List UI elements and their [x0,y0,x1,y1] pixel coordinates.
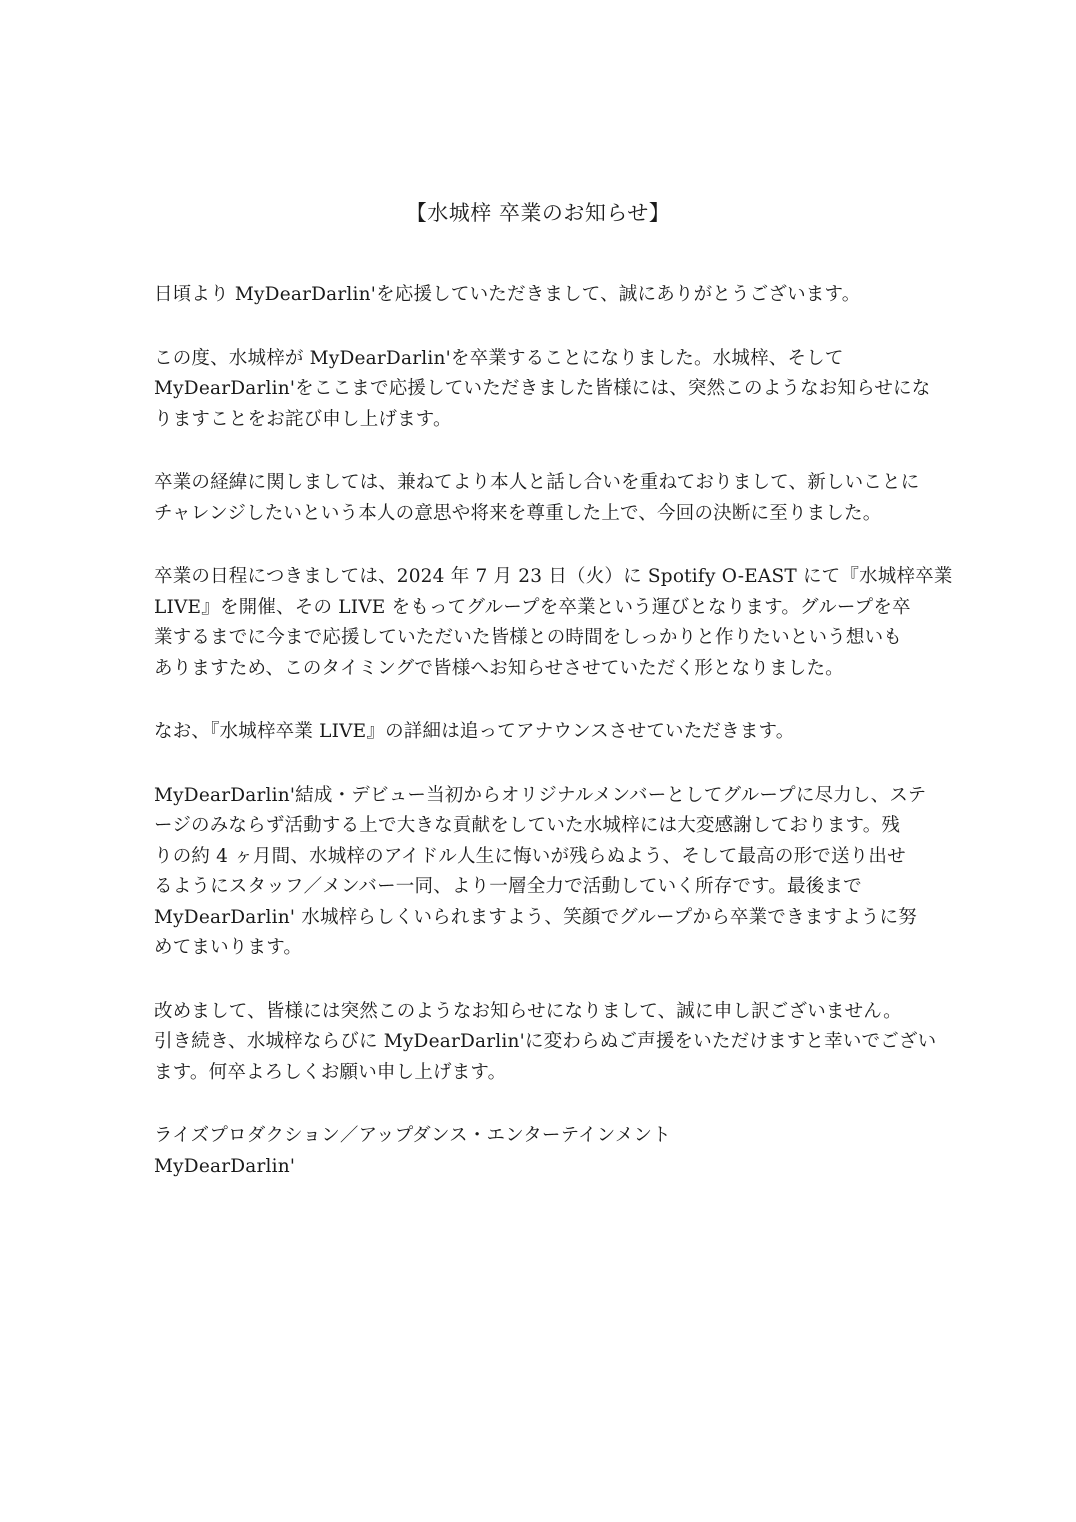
document-title: 【水城梓 卒業のお知らせ】 [405,201,671,225]
text-line: めてまいります。 [154,937,303,958]
text-line: ありますため、このタイミングで皆様へお知らせさせていただく形となりました。 [154,657,844,679]
paragraph-gratitude [154,781,934,964]
text-line: 業するまでに今まで応援していただいた皆様との時間をしっかりと作りたいという想いも [154,627,903,648]
text-line: 改めまして、皆様には突然このようなお知らせになりまして、誠に申し訳ございません。 [154,1000,902,1022]
text-line: MyDearDarlin'をここまで応援していただきました皆様には、突然このようなお知らせにな [154,378,931,399]
signature-group: MyDearDarlin' [154,1155,296,1177]
text-line: なお、『水城梓卒業 LIVE』の詳細は追ってアナウンスさせていただきます。 [154,721,795,742]
text-line: LIVE』を開催、その LIVE をもってグループを卒業という運びとなります。グループを卒 [154,596,911,618]
paragraph-announcement [154,344,934,436]
paragraph-greeting [154,280,934,311]
document-body [154,280,953,1182]
text-line: りますことをお詫び申し上げます。 [154,408,452,430]
signature-company: ライズプロダクション／アップダンス・エンターテインメント [154,1125,671,1146]
text-line: この度、水城梓が MyDearDarlin'を卒業することになりました。水城梓、そして [154,347,844,369]
text-line: MyDearDarlin' 水城梓らしくいられますよう、笑顔でグループから卒業できますように努 [154,906,917,928]
text-line: 卒業の経緯に関しましては、兼ねてより本人と話し合いを重ねておりまして、新しいことに [154,472,920,493]
paragraph-details-note [154,717,934,748]
paragraph-closing [154,997,937,1089]
text-line: るようにスタッフ／メンバー一同、より一層全力で活動していく所存です。最後まで [154,876,862,897]
paragraph-schedule [154,562,953,684]
text-line: MyDearDarlin'結成・デビュー当初からオリジナルメンバーとしてグループに尽力し、ステ [154,784,927,806]
paragraph-reason [154,468,934,529]
text-line: ます。何卒よろしくお願い申し上げます。 [154,1061,507,1083]
text-line: チャレンジしたいという本人の意思や将来を尊重した上で、今回の決断に至りました。 [154,502,882,524]
text-line: 日頃より MyDearDarlin'を応援していただきまして、誠にありがとうございます。 [154,284,861,305]
text-line: りの約 4 ヶ月間、水城梓のアイドル人生に悔いが残らぬよう、そして最高の形で送り出せ [154,845,906,867]
signature-block [154,1121,934,1182]
text-line: 卒業の日程につきましては、2024 年 7 月 23 日（火）に Spotify O-EAST にて『水城梓卒業 [154,566,953,587]
text-line: ージのみならず活動する上で大きな貢献をしていた水城梓には大変感謝しております。残 [154,815,901,836]
text-line: 引き続き、水城梓ならびに MyDearDarlin'に変わらぬご声援をいただけますと幸いでござい [154,1031,937,1052]
